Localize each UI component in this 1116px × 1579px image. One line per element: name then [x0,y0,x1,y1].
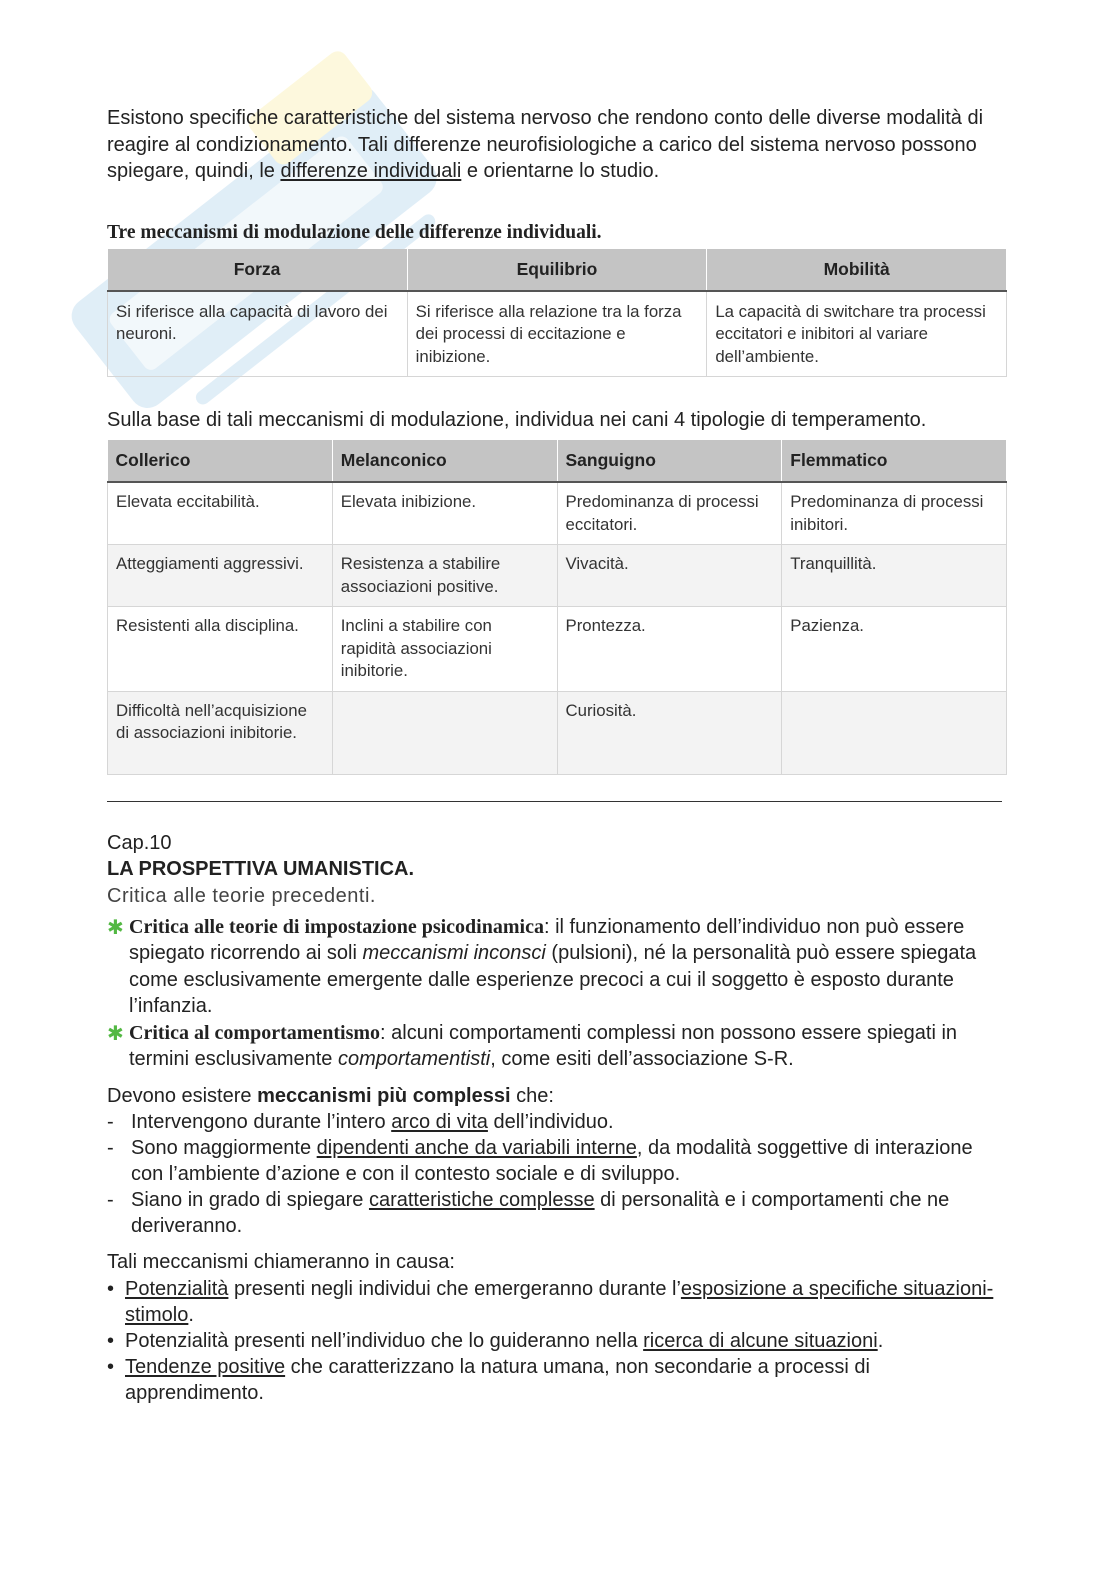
table2-header-melanconico: Melanconico [332,440,557,482]
table-row [108,545,1007,607]
list-item: - Intervengono durante l’intero arco di vita dell’individuo. [107,1111,614,1133]
section-divider [107,801,1002,802]
table2-cell: Prontezza. [557,607,782,692]
table2-cell: Resistenza a stabilire associazioni positive. [332,545,557,607]
table2-cell: Predominanza di processi inibitori. [782,482,1007,545]
table2-cell: Predominanza di processi eccitatori. [557,482,782,545]
table2-cell [782,691,1007,774]
table2-header-flemmatico: Flemmatico [782,440,1007,482]
table2-cell: Pazienza. [782,607,1007,692]
table2-cell: Atteggiamenti aggressivi. [108,545,333,607]
critique-list [107,914,1007,1073]
table2-header-collerico: Collerico [108,440,333,482]
table2-cell: Resistenti alla disciplina. [108,607,333,692]
table2-cell: Elevata eccitabilità. [108,482,333,545]
list-item: • Tendenze positive che caratterizzano la natura umana, non secondarie a processi di apprendimento. [107,1355,870,1404]
table2-cell: Inclini a stabilire con rapidità associazioni inibitorie. [332,607,557,692]
chapter-title: LA PROSPETTIVA UMANISTICA. [107,857,415,880]
table1-header-forza: Forza [108,249,408,291]
list-item: - Sono maggiormente dipendenti anche da variabili interne, da modalità soggettive di interazione con l’ambiente d’azione e con il contesto sociale e di sviluppo. [107,1137,973,1185]
table1-header-mobilita: Mobilità [707,249,1007,291]
intro-paragraph: Esistono specifiche caratteristiche del sistema nervoso che rendono conto delle diverse modalità di reagire al condizionamento. Tali differenze neurofisiologiche a carico del sistema nervoso possono spiegare, quindi, le differenze individuali e orientarne lo studio. [107,107,984,182]
list-item: • Potenzialità presenti nell’individuo che lo guideranno nella ricerca di alcune situazioni. [107,1329,884,1352]
table2-header-sanguigno: Sanguigno [557,440,782,482]
asterisk-icon: ✱ [107,1022,124,1045]
modulation-table [107,249,1007,378]
table2-cell: Vivacità. [557,545,782,607]
document-page [107,105,1007,1406]
table-row [108,691,1007,774]
causes-list [107,1276,1007,1406]
table-row [108,291,1007,377]
list-item: ✱ Critica alle teorie di impostazione psicodinamica: il funzionamento dell’individuo non può essere spiegato ricorrendo ai soli meccanismi inconsci (pulsioni), né la personalità può essere spiegata come esclusivamente emergente dalle esperienze precoci a cui il soggetto è esposto durante l’infanzia. [107,915,977,1017]
chapter-number: Cap.10 [107,831,172,854]
list-item: • Potenzialità presenti negli individui che emergeranno durante l’esposizione a specifiche situazioni-stimolo. [107,1277,994,1326]
table2-cell: Curiosità. [557,691,782,774]
table-row [108,482,1007,545]
table1-cell: La capacità di switchare tra processi eccitatori e inibitori al variare dell’ambiente. [707,291,1007,377]
table1-caption: Tre meccanismi di modulazione delle differenze individuali. [107,221,602,243]
table1-cell: Si riferisce alla capacità di lavoro dei neuroni. [108,291,408,377]
causes-intro: Tali meccanismi chiameranno in causa: [107,1251,455,1273]
table2-cell: Elevata inibizione. [332,482,557,545]
chapter-subtitle: Critica alle teorie precedenti. [107,884,376,907]
table1-cell: Si riferisce alla relazione tra la forza dei processi di eccitazione e inibizione. [407,291,707,377]
list-item: - Siano in grado di spiegare caratteristiche complesse di personalità e i comportamenti che ne deriveranno. [107,1189,950,1237]
table2-cell: Difficoltà nell’acquisizione di associazioni inibitorie. [108,691,333,774]
table-row [108,607,1007,692]
asterisk-icon: ✱ [107,916,124,939]
temperament-intro: Sulla base di tali meccanismi di modulazione, individua nei cani 4 tipologie di temperamento. [107,409,927,431]
mechanisms-intro: Devono esistere meccanismi più complessi che: [107,1084,554,1107]
temperament-table [107,440,1007,775]
table2-cell [332,691,557,774]
link-differenze-individuali: differenze individuali [280,160,462,182]
table2-cell: Tranquillità. [782,545,1007,607]
mechanisms-list [107,1109,1007,1239]
list-item: ✱ Critica al comportamentismo: alcuni comportamenti complessi non possono essere spiegati in termini esclusivamente comportamentisti, come esiti dell’associazione S-R. [107,1021,958,1070]
table1-header-equilibrio: Equilibrio [407,249,707,291]
